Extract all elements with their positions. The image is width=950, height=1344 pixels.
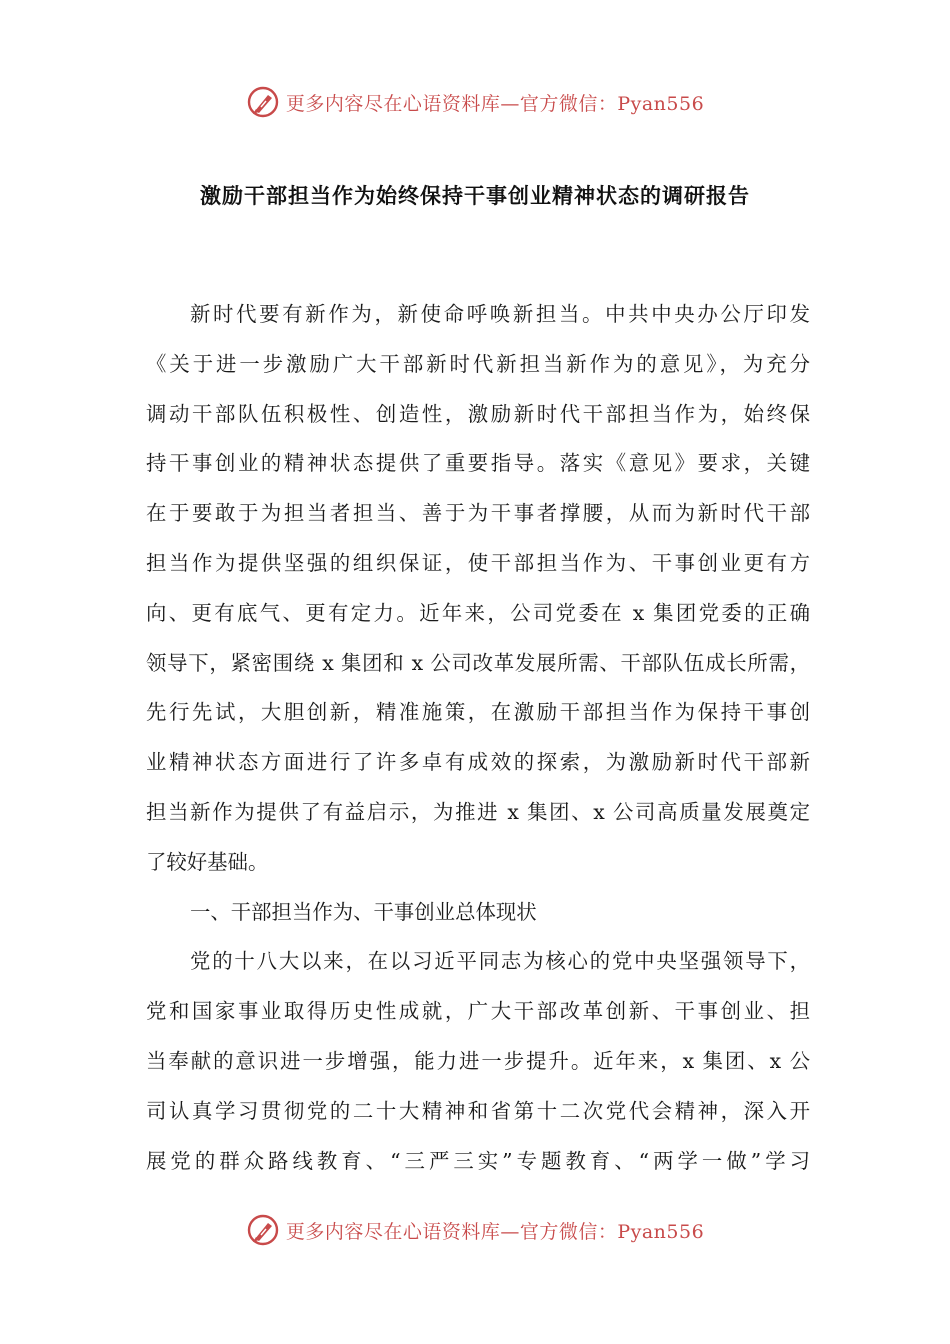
paragraph-line: 调动干部队伍积极性、创造性，激励新时代干部担当作为，始终保	[146, 401, 810, 426]
paragraph-line: 党的十八大以来，在以习近平同志为核心的党中央坚强领导下，	[190, 949, 810, 974]
pen-nib-logo-icon	[246, 85, 280, 119]
paragraph-line: 新时代要有新作为，新使命呼唤新担当。中共中央办公厅印发	[190, 302, 810, 326]
paragraph-line: 向、更有底气、更有定力。近年来，公司党委在 x 集团党委的正确	[146, 600, 810, 625]
document-body	[146, 290, 810, 1186]
paragraph-line: 党和国家事业取得历史性成就，广大干部改革创新、干事创业、担	[146, 999, 810, 1024]
header-banner	[0, 82, 950, 122]
paragraph-line: 业精神状态方面进行了许多卓有成效的探索，为激励新时代干部新	[146, 750, 810, 775]
paragraph-line: 《关于进一步激励广大干部新时代新担当新作为的意见》，为充分	[146, 351, 810, 376]
paragraph-line: 了较好基础。	[146, 849, 269, 874]
paragraph-line: 担当新作为提供了有益启示，为推进 x 集团、x 公司高质量发展奠定	[146, 799, 810, 824]
paragraph-line: 在于要敢于为担当者担当、善于为干事者撑腰，从而为新时代干部	[146, 501, 810, 526]
paragraph-line: 领导下，紧密围绕 x 集团和 x 公司改革发展所需、干部队伍成长所需，	[146, 650, 810, 675]
pen-nib-logo-icon	[246, 1213, 280, 1247]
footer-banner	[0, 1210, 950, 1250]
paragraph-line: 展党的群众路线教育、“三严三实”专题教育、“两学一做”学习	[146, 1148, 810, 1173]
paragraph-line: 持干事创业的精神状态提供了重要指导。落实《意见》要求，关键	[146, 451, 810, 476]
banner-text: 更多内容尽在心语资料库—官方微信：Pyan556	[285, 1220, 705, 1243]
section-heading: 一、干部担当作为、干事创业总体现状	[190, 899, 537, 924]
paragraph-line: 当奉献的意识进一步增强，能力进一步提升。近年来，x 集团、x 公	[146, 1048, 810, 1073]
document-title: 激励干部担当作为始终保持干事创业精神状态的调研报告	[200, 184, 750, 208]
paragraph-line: 担当作为提供坚强的组织保证，使干部担当作为、干事创业更有方	[146, 550, 810, 575]
paragraph-line: 先行先试，大胆创新，精准施策，在激励干部担当作为保持干事创	[146, 700, 810, 725]
paragraph-line: 司认真学习贯彻党的二十大精神和省第十二次党代会精神，深入开	[146, 1098, 810, 1123]
banner-text: 更多内容尽在心语资料库—官方微信：Pyan556	[285, 92, 705, 115]
